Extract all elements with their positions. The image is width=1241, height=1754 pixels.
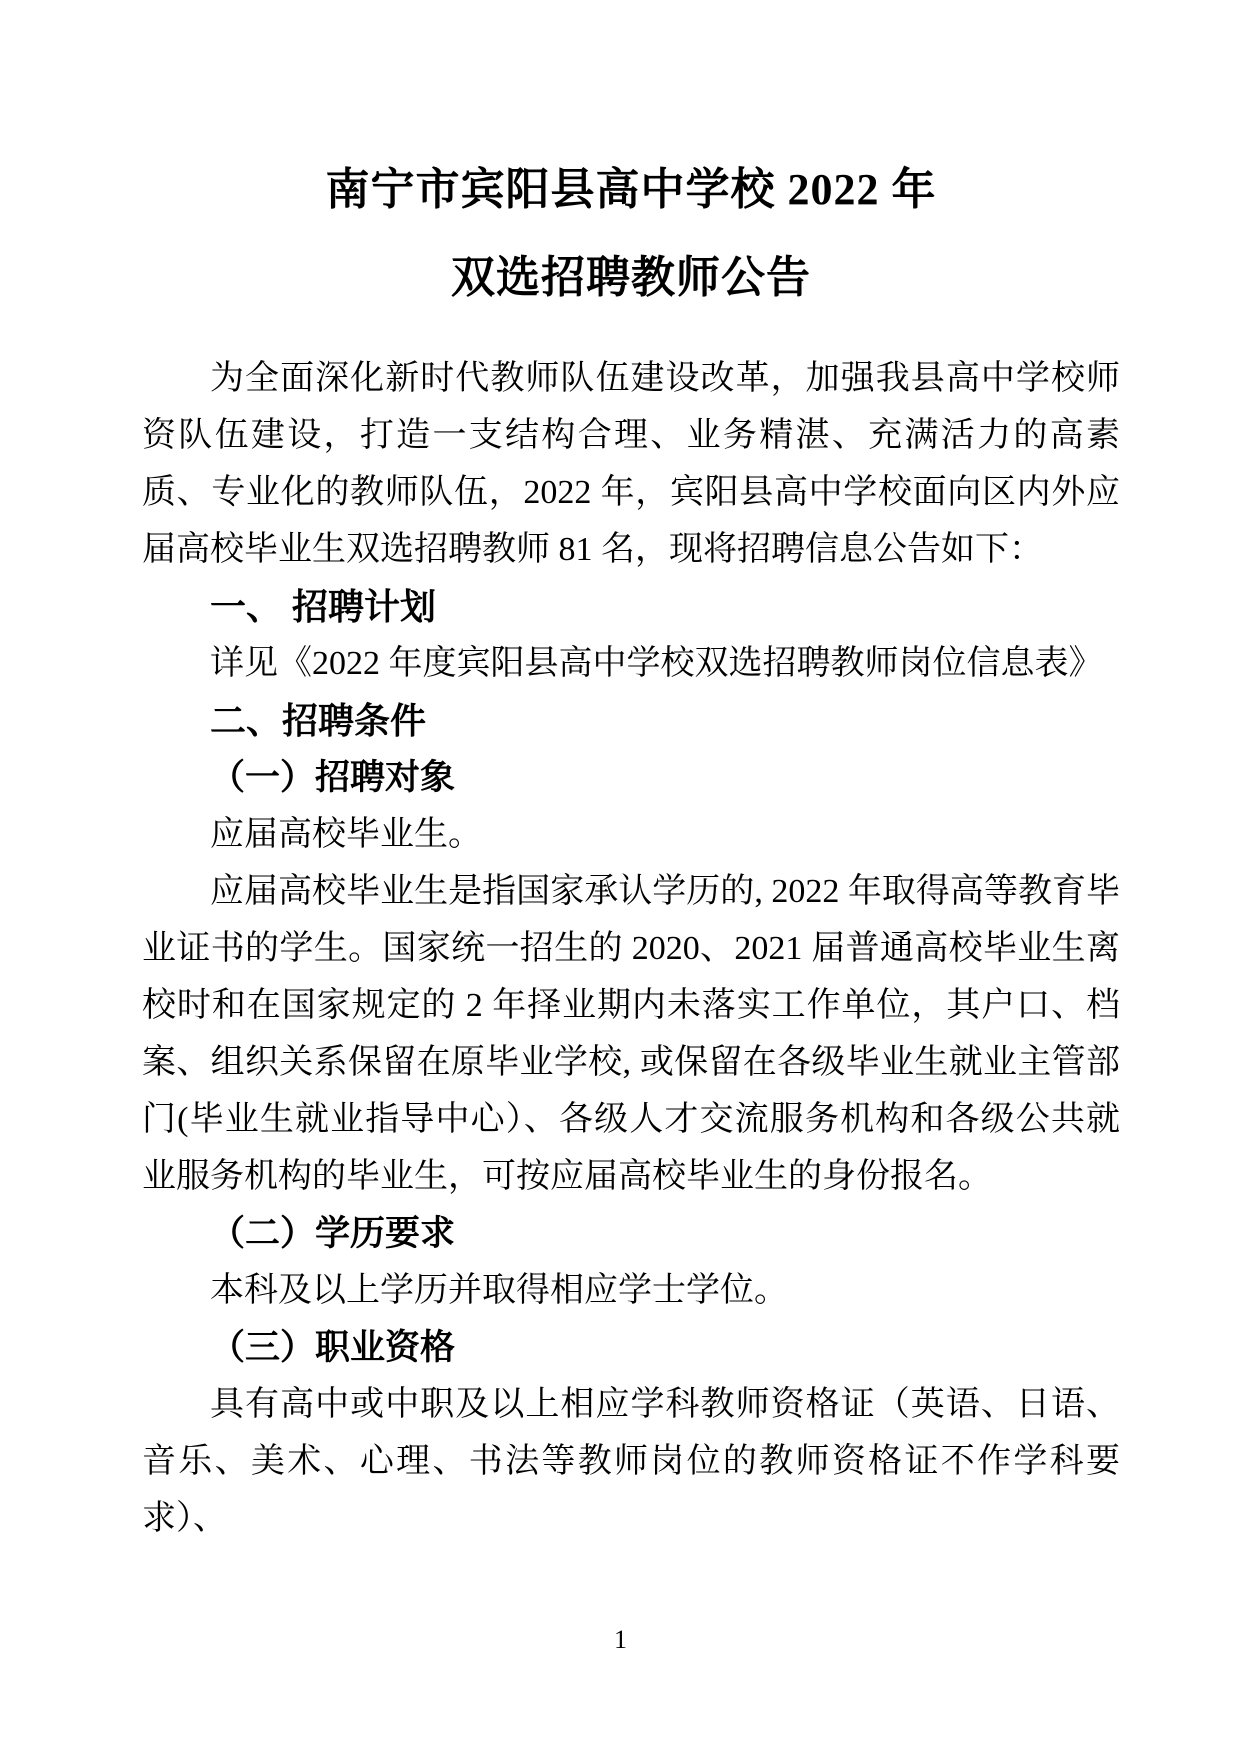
heading-sub-2-education-requirements: （二）学历要求 (210, 1214, 456, 1253)
heading-section-1-recruitment-plan: 一、 招聘计划 (210, 586, 437, 627)
heading-sub-3-professional-qualifications: （三）职业资格 (210, 1328, 456, 1367)
document-content (142, 146, 1120, 1547)
sub-1-body-line: 应届高校毕业生。 (210, 816, 482, 853)
intro-paragraph: 为全面深化新时代教师队伍建设改革，加强我县高中学校师资队伍建设，打造一支结构合理、业务精湛、充满活力的高素质、专业化的教师队伍，2022 年，宾阳县高中学校面向区内外应届高校毕业生双选招聘教师 81 名，现将招聘信息公告如下： (142, 360, 1120, 568)
heading-sub-1-recruitment-targets: （一）招聘对象 (210, 758, 456, 797)
doc-title-line-2: 双选招聘教师公告 (451, 253, 811, 302)
doc-title-line-1: 南宁市宾阳县高中学校 2022 年 (325, 165, 937, 214)
section-1-body: 详见《2022 年度宾阳县高中学校双选招聘教师岗位信息表》 (210, 645, 1103, 682)
page-number: 1 (614, 1625, 627, 1654)
sub-1-body-paragraph: 应届高校毕业生是指国家承认学历的, 2022 年取得高等教育毕业证书的学生。国家统一招生的 2020、2021 届普通高校毕业生离校时和在国家规定的 2 年择业期内未落实工作单位，其户口、档案、组织关系保留在原毕业学校, 或保留在各级毕业生就业主管部门(毕业生就业指导中心）、各级人才交流服务机构和各级公共就业服务机构的毕业生，可按应届高校毕业生的身份报名。 (142, 873, 1120, 1195)
sub-3-body: 具有高中或中职及以上相应学科教师资格证（英语、日语、音乐、美术、心理、书法等教师岗位的教师资格证不作学科要求）、 (142, 1386, 1120, 1537)
sub-2-body: 本科及以上学历并取得相应学士学位。 (210, 1272, 788, 1309)
heading-section-2-recruitment-conditions: 二、招聘条件 (210, 700, 427, 741)
